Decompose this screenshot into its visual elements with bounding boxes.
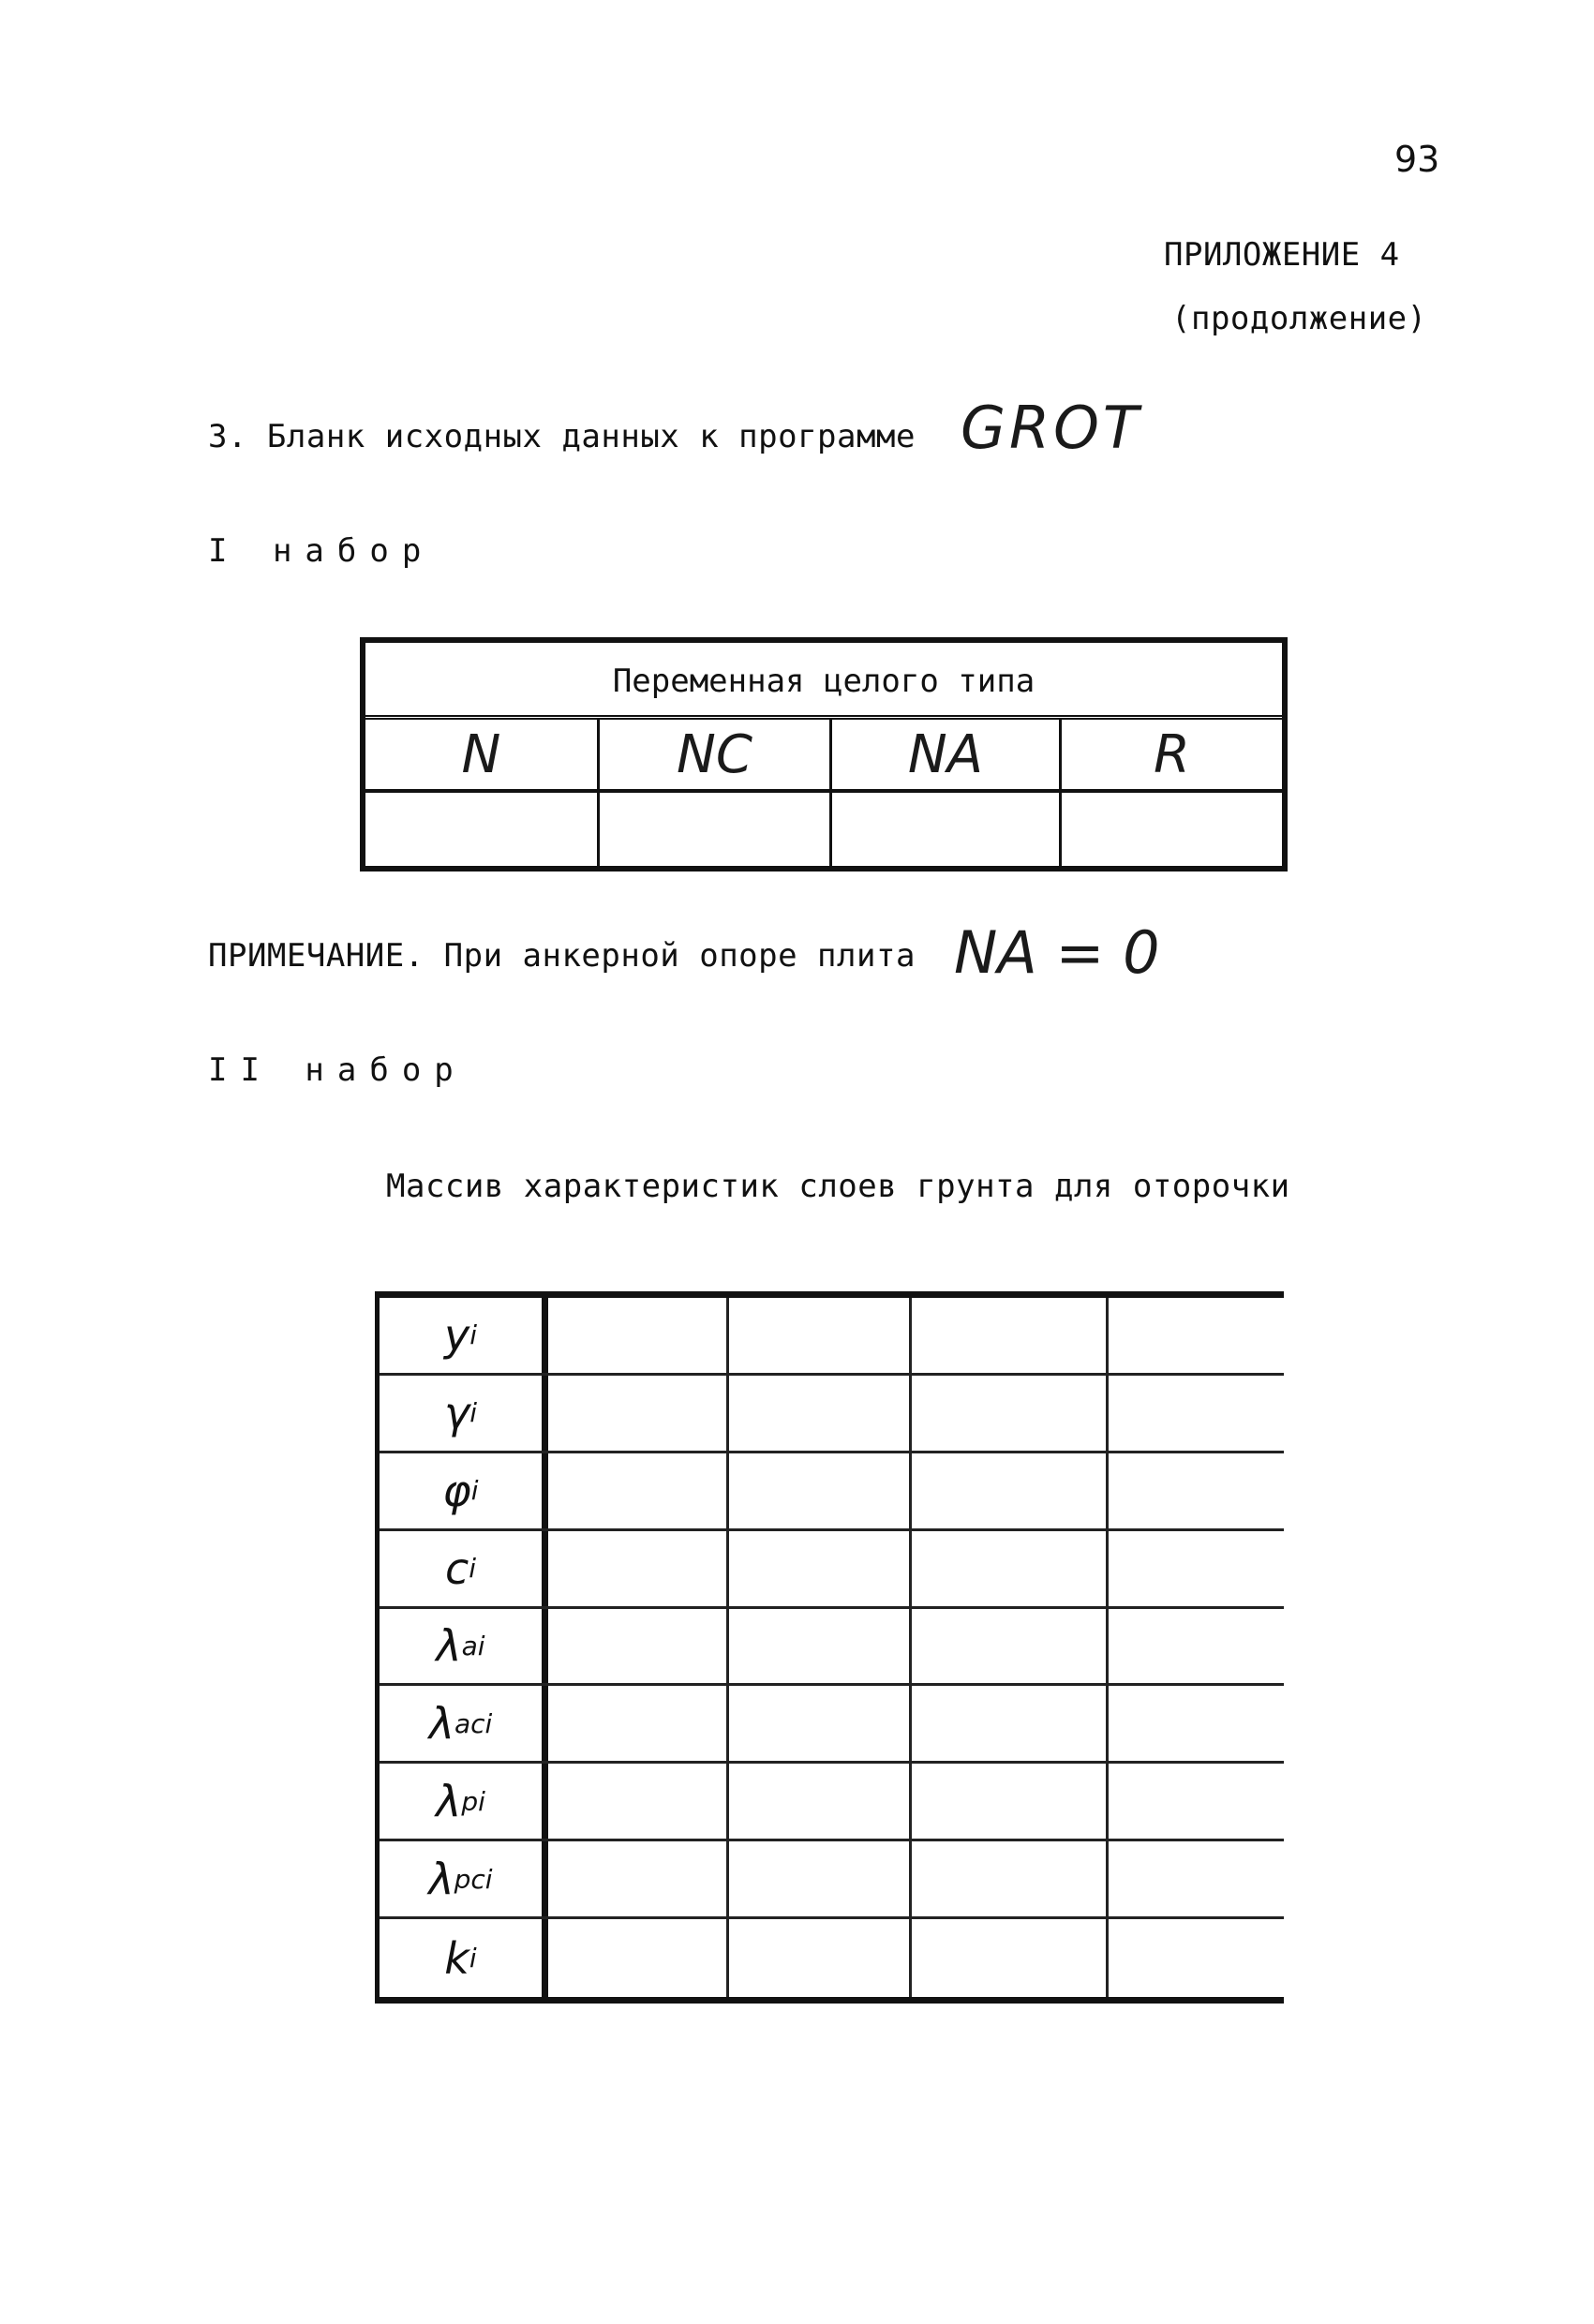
parameter-subscript: pci: [454, 1863, 493, 1895]
appendix-continuation: (продолжение): [1171, 300, 1427, 337]
parameter-label: [380, 1841, 548, 1916]
column-nc: NC: [600, 720, 832, 789]
parameter-row: [380, 1453, 1284, 1531]
value-cell: [365, 793, 600, 866]
column-na: NA: [832, 720, 1062, 789]
appendix-label: ПРИЛОЖЕНИЕ 4: [1164, 236, 1400, 274]
set1-title: I набор: [208, 532, 435, 570]
value-cell: [832, 793, 1062, 866]
value-cell: [1109, 1609, 1284, 1684]
parameter-subscript: i: [469, 1943, 477, 1974]
parameter-row: [380, 1609, 1284, 1687]
value-cell: [912, 1298, 1109, 1373]
value-cell: [912, 1453, 1109, 1528]
value-cell: [548, 1298, 729, 1373]
value-cell: [1109, 1919, 1284, 1997]
value-cell: [548, 1919, 729, 1997]
value-cell: [729, 1764, 912, 1839]
value-cell: [1109, 1764, 1284, 1839]
value-cell: [912, 1841, 1109, 1916]
value-cell: [729, 1453, 912, 1528]
variable-names-row: [365, 720, 1282, 793]
value-cell: [1109, 1298, 1284, 1373]
parameter-symbol: γ: [443, 1387, 470, 1438]
parameter-row: [380, 1686, 1284, 1764]
value-cell: [548, 1764, 729, 1839]
parameter-subscript: aci: [454, 1707, 493, 1739]
integer-variables-table: [360, 637, 1288, 872]
value-cell: [912, 1919, 1109, 1997]
array-caption: Массив характеристик слоев грунта для оторочки: [386, 1168, 1290, 1205]
value-cell: [600, 793, 832, 866]
parameter-subscript: i: [470, 1475, 479, 1507]
value-cell: [1109, 1841, 1284, 1916]
parameter-symbol: λ: [428, 1854, 454, 1905]
parameter-label: [380, 1531, 548, 1606]
value-cell: [1062, 793, 1282, 866]
value-cell: [729, 1841, 912, 1916]
parameter-row: [380, 1841, 1284, 1919]
note-formula: NA = 0: [954, 918, 1160, 987]
parameter-symbol: y: [443, 1309, 470, 1361]
value-cell: [912, 1686, 1109, 1761]
parameter-row: [380, 1376, 1284, 1453]
value-cell: [729, 1298, 912, 1373]
program-name: GROT: [961, 394, 1142, 462]
value-cell: [548, 1841, 729, 1916]
value-cell: [548, 1453, 729, 1528]
parameter-label: [380, 1298, 548, 1373]
value-cell: [729, 1919, 912, 1997]
column-r: R: [1154, 724, 1190, 785]
value-cell: [912, 1609, 1109, 1684]
parameter-row: [380, 1764, 1284, 1841]
parameter-symbol: λ: [428, 1698, 454, 1750]
value-cell: [1109, 1376, 1284, 1451]
column-n: N: [365, 720, 600, 789]
value-cell: [1109, 1453, 1284, 1528]
note-text: ПРИМЕЧАНИЕ. При анкерной опоре плита: [208, 937, 916, 975]
value-cell: [1109, 1686, 1284, 1761]
value-cell: [912, 1376, 1109, 1451]
parameter-subscript: ai: [461, 1630, 485, 1661]
value-cell: [729, 1686, 912, 1761]
parameter-subscript: i: [469, 1319, 477, 1351]
page-number: 93: [1394, 139, 1440, 180]
value-cell: [548, 1531, 729, 1606]
value-cell: [729, 1609, 912, 1684]
parameter-row: [380, 1531, 1284, 1609]
parameter-subscript: pi: [461, 1785, 485, 1817]
parameter-subscript: i: [469, 1553, 477, 1585]
parameter-symbol: k: [444, 1932, 469, 1984]
section-heading: 3. Бланк исходных данных к программе: [208, 418, 916, 455]
parameter-symbol: λ: [436, 1776, 462, 1827]
parameter-label: [380, 1686, 548, 1761]
parameter-subscript: i: [469, 1397, 477, 1429]
soil-layers-table: [375, 1291, 1284, 2004]
value-cell: [912, 1764, 1109, 1839]
parameter-label: [380, 1376, 548, 1451]
parameter-symbol: λ: [436, 1620, 462, 1672]
parameter-symbol: φ: [442, 1465, 471, 1516]
value-cell: [548, 1376, 729, 1451]
parameter-row: [380, 1919, 1284, 1997]
values-row: [365, 793, 1282, 866]
parameter-symbol: c: [444, 1542, 469, 1594]
parameter-label: [380, 1764, 548, 1839]
value-cell: [1109, 1531, 1284, 1606]
set2-title: II набор: [208, 1051, 467, 1089]
parameter-label: [380, 1609, 548, 1684]
table-header: Переменная целого типа: [365, 643, 1282, 720]
parameter-row: [380, 1298, 1284, 1376]
value-cell: [729, 1376, 912, 1451]
value-cell: [548, 1686, 729, 1761]
value-cell: [729, 1531, 912, 1606]
parameter-label: [380, 1919, 548, 1997]
value-cell: [912, 1531, 1109, 1606]
value-cell: [548, 1609, 729, 1684]
parameter-label: [380, 1453, 548, 1528]
